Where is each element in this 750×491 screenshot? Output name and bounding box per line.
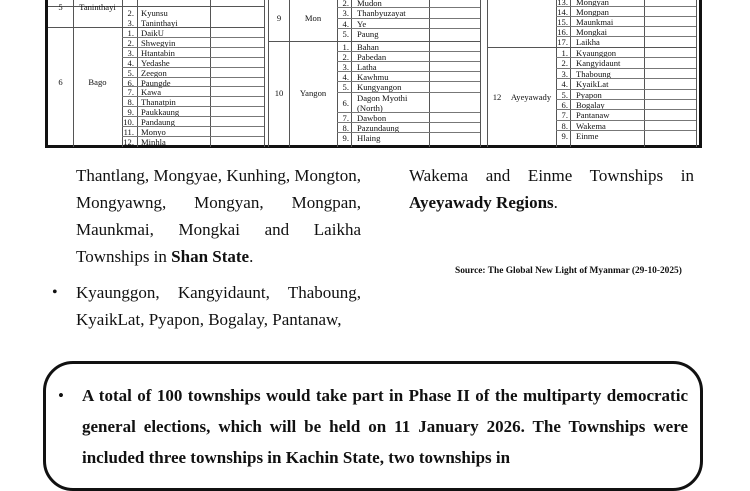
table-cell: Paungde	[141, 77, 171, 88]
table-cell: 6.	[561, 100, 568, 110]
table-cell: KyaikLat	[576, 79, 609, 90]
region-name: Mon	[304, 13, 322, 23]
table-cell: 4.	[127, 57, 134, 68]
table-cell: 3.	[342, 8, 349, 19]
source-citation: Source: The Global New Light of Myanmar (29-10-2025)	[455, 266, 682, 276]
table-cell: 7.	[127, 87, 134, 98]
table-cell: 3.	[127, 18, 134, 28]
region-number: 12	[492, 92, 502, 102]
shan-townships-paragraph: Thantlang, Mongyae, Kunhing, Mongton, Mongyawng, Mongyan, Mongpan, Maunkmai, Mongkai and Laikha Townships in Shan State.	[76, 166, 361, 266]
table-cell: 16.	[557, 27, 568, 37]
table-cell: Thanatpin	[141, 97, 176, 108]
table-cell: 9.	[342, 132, 349, 143]
bullet-icon: •	[52, 284, 58, 301]
table-cell: 5.	[561, 89, 568, 100]
table-cell: 3.	[127, 47, 134, 58]
region-name: Ayeyawady	[510, 92, 552, 102]
table-cell: Kyunsu	[141, 8, 168, 18]
table-cell: Ye	[357, 18, 367, 29]
table-cell: Yedashe	[141, 57, 170, 68]
table-cell: Pantanaw	[576, 110, 610, 121]
region-name: Bago	[88, 77, 107, 87]
table-cell: DaikU	[141, 28, 164, 38]
table-cell: Dawbon	[357, 112, 387, 123]
table-cell: 3.	[342, 62, 349, 73]
table-cell: 2.	[342, 0, 349, 8]
table-cell: 9.	[127, 107, 134, 118]
table-cell: Paung	[357, 28, 379, 39]
table-cell: 14.	[557, 7, 568, 17]
table-cell: 17.	[557, 37, 568, 47]
table-cell: Shwegyin	[141, 37, 176, 48]
table-cell: Taninthayi	[141, 18, 178, 28]
region-number: 10	[274, 88, 284, 98]
table-cell: Wakema	[576, 120, 606, 131]
table-cell: (North)	[357, 102, 383, 113]
table-cell: Bogalay	[576, 100, 605, 110]
table-cell: Mongkai	[576, 27, 608, 37]
table-cell: Thaboung	[576, 68, 611, 79]
table-cell: Pandaung	[141, 117, 175, 128]
bullet-icon: •	[58, 386, 64, 405]
table-cell: Pyapon	[576, 89, 602, 100]
table-cell: 6.	[127, 77, 134, 88]
ayeyawady-townships-bullet: Kyaunggon, Kangyidaunt, Thaboung, KyaikLat, Pyapon, Bogalay, Pantanaw,	[76, 283, 361, 329]
table-cell: Mongyan	[576, 0, 609, 7]
table-cell: 2.	[342, 52, 349, 63]
table-cell: 5.	[342, 82, 349, 93]
table-cell: 11.	[123, 127, 134, 137]
table-cell: Monyo	[141, 127, 166, 137]
table-cell: Laikha	[576, 37, 600, 47]
table-cell: 10.	[123, 117, 134, 128]
table-cell: 13.	[557, 0, 568, 7]
table-cell: Paukkaung	[141, 107, 180, 118]
table-cell: 1.	[342, 42, 349, 52]
table-cell: 2.	[561, 58, 568, 69]
table-cell: Htantabin	[141, 47, 175, 58]
table-cell: 8.	[127, 97, 134, 108]
table-cell: Dagon Myothi	[357, 92, 408, 103]
table-cell: 8.	[561, 120, 568, 131]
table-block-2	[268, 0, 481, 147]
table-cell: 1.	[127, 28, 134, 38]
region-number: 6	[58, 77, 63, 87]
table-block-3	[487, 0, 697, 147]
table-cell: 4.	[342, 72, 349, 83]
table-cell: Thanbyuzayat	[357, 8, 406, 19]
table-cell: Kangyidaunt	[576, 58, 621, 69]
table-cell: 2.	[127, 8, 134, 18]
table-cell: Bahan	[357, 42, 379, 52]
table-cell: Zeegon	[141, 67, 167, 78]
table-cell: Mudon	[357, 0, 382, 8]
ayeyawady-townships-continued: Wakema and Einme Townships in Ayeyawady Regions.	[409, 166, 694, 212]
region-number: 9	[276, 13, 282, 23]
table-cell: Pazundaung	[357, 122, 400, 133]
table-cell: 3.	[561, 68, 568, 79]
region-name: Taninthayi	[79, 2, 116, 12]
table-cell: 7.	[561, 110, 568, 121]
table-cell: Kyaunggon	[576, 48, 617, 58]
table-cell: 9.	[561, 131, 568, 142]
table-cell: 7.	[342, 112, 349, 123]
table-cell: Maunkmai	[576, 17, 614, 27]
table-cell: 1.	[561, 48, 568, 58]
table-cell: 5.	[127, 67, 134, 78]
table-cell: Kawhmu	[357, 72, 389, 83]
table-cell: 4.	[342, 18, 349, 29]
table-cell: 5.	[342, 28, 349, 39]
table-cell: 4.	[561, 79, 568, 90]
table-block-1	[48, 0, 265, 147]
table-cell: 2.	[127, 37, 134, 48]
table-cell: 6.	[342, 97, 349, 108]
table-cell: Latha	[357, 62, 377, 73]
summary-text: A total of 100 townships would take part in Phase II of the multiparty democratic general elections, which will be held on 11 January 2026. The Townships were included three townships in Kachin State, two townships in	[82, 386, 688, 467]
table-cell: 8.	[342, 122, 349, 133]
table-cell: Kawa	[141, 87, 162, 98]
table-cell: 15.	[557, 17, 568, 27]
table-cell: Kungyangon	[357, 82, 402, 93]
table-cell: Minhla	[141, 136, 166, 147]
region-name: Yangon	[299, 88, 327, 98]
region-number: 5	[58, 2, 63, 12]
table-cell: 12.	[123, 136, 134, 147]
table-cell: Hlaing	[357, 132, 381, 143]
table-cell: Pabedan	[357, 52, 387, 63]
table-cell: Einme	[576, 131, 599, 142]
table-cell: Mongpan	[576, 7, 609, 17]
